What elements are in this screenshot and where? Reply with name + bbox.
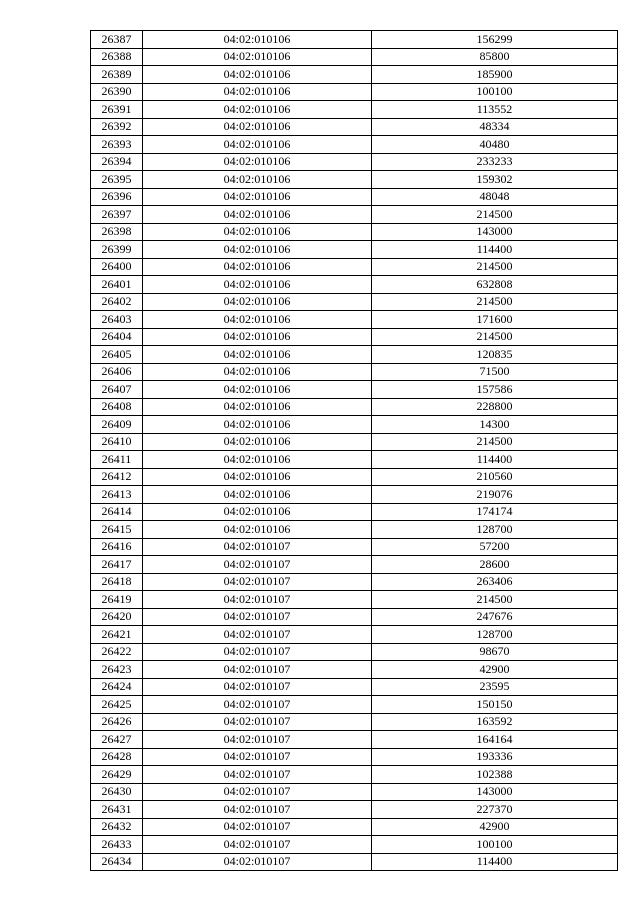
row-number-cell: 26406 <box>91 363 143 381</box>
table-row <box>91 626 618 644</box>
table-row <box>91 521 618 539</box>
cadastral-code-cell: 04:02:010107 <box>143 608 372 626</box>
table-row <box>91 311 618 329</box>
table-row <box>91 661 618 679</box>
table-row <box>91 416 618 434</box>
row-number-cell: 26412 <box>91 468 143 486</box>
cadastral-code-cell: 04:02:010106 <box>143 171 372 189</box>
value-cell: 143000 <box>372 223 618 241</box>
row-number-cell: 26404 <box>91 328 143 346</box>
value-cell: 210560 <box>372 468 618 486</box>
table-row <box>91 468 618 486</box>
table-row <box>91 241 618 259</box>
row-number-cell: 26395 <box>91 171 143 189</box>
row-number-cell: 26411 <box>91 451 143 469</box>
table-row <box>91 643 618 661</box>
row-number-cell: 26389 <box>91 66 143 84</box>
table-row <box>91 346 618 364</box>
value-cell: 48048 <box>372 188 618 206</box>
cadastral-code-cell: 04:02:010107 <box>143 731 372 749</box>
cadastral-code-cell: 04:02:010106 <box>143 433 372 451</box>
cadastral-code-cell: 04:02:010106 <box>143 398 372 416</box>
cadastral-code-cell: 04:02:010107 <box>143 696 372 714</box>
cadastral-code-cell: 04:02:010106 <box>143 346 372 364</box>
row-number-cell: 26430 <box>91 783 143 801</box>
value-cell: 85800 <box>372 48 618 66</box>
value-cell: 214500 <box>372 258 618 276</box>
table-row <box>91 818 618 836</box>
table-row <box>91 381 618 399</box>
cadastral-code-cell: 04:02:010106 <box>143 293 372 311</box>
cadastral-code-cell: 04:02:010106 <box>143 416 372 434</box>
value-cell: 219076 <box>372 486 618 504</box>
table-row <box>91 83 618 101</box>
value-cell: 185900 <box>372 66 618 84</box>
cadastral-code-cell: 04:02:010107 <box>143 853 372 871</box>
table-row <box>91 206 618 224</box>
value-cell: 193336 <box>372 748 618 766</box>
row-number-cell: 26432 <box>91 818 143 836</box>
cadastral-code-cell: 04:02:010106 <box>143 101 372 119</box>
row-number-cell: 26426 <box>91 713 143 731</box>
row-number-cell: 26390 <box>91 83 143 101</box>
value-cell: 114400 <box>372 853 618 871</box>
table-row <box>91 696 618 714</box>
cadastral-code-cell: 04:02:010106 <box>143 503 372 521</box>
row-number-cell: 26416 <box>91 538 143 556</box>
value-cell: 98670 <box>372 643 618 661</box>
value-cell: 42900 <box>372 661 618 679</box>
table-row <box>91 486 618 504</box>
row-number-cell: 26413 <box>91 486 143 504</box>
value-cell: 214500 <box>372 328 618 346</box>
cadastral-code-cell: 04:02:010106 <box>143 206 372 224</box>
value-cell: 171600 <box>372 311 618 329</box>
table-row <box>91 836 618 854</box>
table-row <box>91 573 618 591</box>
cadastral-code-cell: 04:02:010106 <box>143 381 372 399</box>
value-cell: 159302 <box>372 171 618 189</box>
row-number-cell: 26423 <box>91 661 143 679</box>
row-number-cell: 26407 <box>91 381 143 399</box>
row-number-cell: 26431 <box>91 801 143 819</box>
table-row <box>91 101 618 119</box>
cadastral-code-cell: 04:02:010106 <box>143 328 372 346</box>
value-cell: 263406 <box>372 573 618 591</box>
value-cell: 163592 <box>372 713 618 731</box>
row-number-cell: 26394 <box>91 153 143 171</box>
table-row <box>91 591 618 609</box>
table-row <box>91 223 618 241</box>
cadastral-code-cell: 04:02:010106 <box>143 153 372 171</box>
cadastral-code-cell: 04:02:010107 <box>143 713 372 731</box>
cadastral-code-cell: 04:02:010106 <box>143 136 372 154</box>
row-number-cell: 26427 <box>91 731 143 749</box>
cadastral-code-cell: 04:02:010106 <box>143 188 372 206</box>
data-table-body <box>91 31 618 871</box>
row-number-cell: 26388 <box>91 48 143 66</box>
value-cell: 143000 <box>372 783 618 801</box>
value-cell: 28600 <box>372 556 618 574</box>
table-row <box>91 328 618 346</box>
cadastral-code-cell: 04:02:010107 <box>143 678 372 696</box>
table-row <box>91 258 618 276</box>
cadastral-code-cell: 04:02:010106 <box>143 468 372 486</box>
row-number-cell: 26417 <box>91 556 143 574</box>
row-number-cell: 26424 <box>91 678 143 696</box>
value-cell: 214500 <box>372 293 618 311</box>
value-cell: 128700 <box>372 521 618 539</box>
cadastral-code-cell: 04:02:010107 <box>143 643 372 661</box>
table-row <box>91 66 618 84</box>
row-number-cell: 26387 <box>91 31 143 49</box>
table-row <box>91 136 618 154</box>
value-cell: 128700 <box>372 626 618 644</box>
cadastral-code-cell: 04:02:010107 <box>143 573 372 591</box>
cadastral-code-cell: 04:02:010107 <box>143 801 372 819</box>
table-row <box>91 783 618 801</box>
row-number-cell: 26433 <box>91 836 143 854</box>
data-table <box>90 30 618 871</box>
value-cell: 227370 <box>372 801 618 819</box>
row-number-cell: 26400 <box>91 258 143 276</box>
row-number-cell: 26392 <box>91 118 143 136</box>
value-cell: 157586 <box>372 381 618 399</box>
cadastral-code-cell: 04:02:010106 <box>143 83 372 101</box>
row-number-cell: 26422 <box>91 643 143 661</box>
row-number-cell: 26398 <box>91 223 143 241</box>
row-number-cell: 26414 <box>91 503 143 521</box>
value-cell: 71500 <box>372 363 618 381</box>
table-row <box>91 171 618 189</box>
row-number-cell: 26434 <box>91 853 143 871</box>
row-number-cell: 26391 <box>91 101 143 119</box>
value-cell: 48334 <box>372 118 618 136</box>
row-number-cell: 26408 <box>91 398 143 416</box>
value-cell: 14300 <box>372 416 618 434</box>
row-number-cell: 26429 <box>91 766 143 784</box>
table-row <box>91 153 618 171</box>
table-row <box>91 398 618 416</box>
value-cell: 114400 <box>372 241 618 259</box>
value-cell: 42900 <box>372 818 618 836</box>
cadastral-code-cell: 04:02:010106 <box>143 276 372 294</box>
row-number-cell: 26410 <box>91 433 143 451</box>
table-row <box>91 31 618 49</box>
table-row <box>91 503 618 521</box>
table-row <box>91 451 618 469</box>
cadastral-code-cell: 04:02:010107 <box>143 748 372 766</box>
row-number-cell: 26401 <box>91 276 143 294</box>
table-row <box>91 766 618 784</box>
row-number-cell: 26415 <box>91 521 143 539</box>
cadastral-code-cell: 04:02:010107 <box>143 818 372 836</box>
table-row <box>91 118 618 136</box>
row-number-cell: 26393 <box>91 136 143 154</box>
table-row <box>91 293 618 311</box>
cadastral-code-cell: 04:02:010107 <box>143 661 372 679</box>
row-number-cell: 26399 <box>91 241 143 259</box>
table-row <box>91 678 618 696</box>
row-number-cell: 26402 <box>91 293 143 311</box>
row-number-cell: 26428 <box>91 748 143 766</box>
value-cell: 23595 <box>372 678 618 696</box>
table-row <box>91 538 618 556</box>
cadastral-code-cell: 04:02:010106 <box>143 363 372 381</box>
cadastral-code-cell: 04:02:010106 <box>143 486 372 504</box>
table-row <box>91 731 618 749</box>
value-cell: 214500 <box>372 591 618 609</box>
row-number-cell: 26397 <box>91 206 143 224</box>
cadastral-code-cell: 04:02:010107 <box>143 766 372 784</box>
row-number-cell: 26419 <box>91 591 143 609</box>
row-number-cell: 26420 <box>91 608 143 626</box>
cadastral-code-cell: 04:02:010106 <box>143 521 372 539</box>
table-row <box>91 608 618 626</box>
value-cell: 174174 <box>372 503 618 521</box>
cadastral-code-cell: 04:02:010107 <box>143 836 372 854</box>
value-cell: 228800 <box>372 398 618 416</box>
row-number-cell: 26425 <box>91 696 143 714</box>
value-cell: 100100 <box>372 83 618 101</box>
value-cell: 214500 <box>372 206 618 224</box>
table-row <box>91 556 618 574</box>
value-cell: 632808 <box>372 276 618 294</box>
row-number-cell: 26421 <box>91 626 143 644</box>
cadastral-code-cell: 04:02:010107 <box>143 591 372 609</box>
value-cell: 40480 <box>372 136 618 154</box>
row-number-cell: 26396 <box>91 188 143 206</box>
cadastral-code-cell: 04:02:010106 <box>143 311 372 329</box>
cadastral-code-cell: 04:02:010107 <box>143 783 372 801</box>
table-row <box>91 276 618 294</box>
table-row <box>91 48 618 66</box>
cadastral-code-cell: 04:02:010107 <box>143 626 372 644</box>
value-cell: 102388 <box>372 766 618 784</box>
value-cell: 120835 <box>372 346 618 364</box>
cadastral-code-cell: 04:02:010106 <box>143 223 372 241</box>
value-cell: 156299 <box>372 31 618 49</box>
row-number-cell: 26409 <box>91 416 143 434</box>
cadastral-code-cell: 04:02:010106 <box>143 31 372 49</box>
table-row <box>91 433 618 451</box>
table-row <box>91 853 618 871</box>
table-row <box>91 363 618 381</box>
cadastral-code-cell: 04:02:010107 <box>143 556 372 574</box>
value-cell: 164164 <box>372 731 618 749</box>
table-row <box>91 748 618 766</box>
table-row <box>91 188 618 206</box>
cadastral-code-cell: 04:02:010106 <box>143 241 372 259</box>
value-cell: 57200 <box>372 538 618 556</box>
table-row <box>91 713 618 731</box>
value-cell: 150150 <box>372 696 618 714</box>
cadastral-code-cell: 04:02:010107 <box>143 538 372 556</box>
value-cell: 214500 <box>372 433 618 451</box>
value-cell: 100100 <box>372 836 618 854</box>
table-row <box>91 801 618 819</box>
value-cell: 247676 <box>372 608 618 626</box>
cadastral-code-cell: 04:02:010106 <box>143 48 372 66</box>
value-cell: 114400 <box>372 451 618 469</box>
cadastral-code-cell: 04:02:010106 <box>143 258 372 276</box>
cadastral-code-cell: 04:02:010106 <box>143 451 372 469</box>
value-cell: 113552 <box>372 101 618 119</box>
row-number-cell: 26403 <box>91 311 143 329</box>
cadastral-code-cell: 04:02:010106 <box>143 66 372 84</box>
cadastral-code-cell: 04:02:010106 <box>143 118 372 136</box>
value-cell: 233233 <box>372 153 618 171</box>
row-number-cell: 26418 <box>91 573 143 591</box>
row-number-cell: 26405 <box>91 346 143 364</box>
